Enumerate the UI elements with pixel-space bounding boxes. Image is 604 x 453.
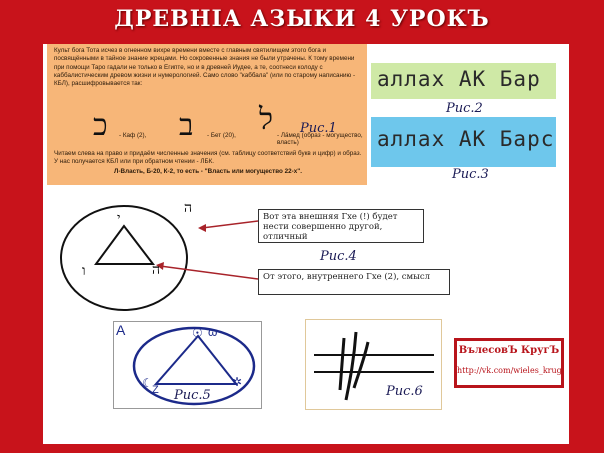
arrow-outer	[202, 221, 258, 228]
fig4-triangle	[96, 226, 153, 264]
fig4-circle	[61, 206, 187, 310]
caption-fig1: Рис.1	[300, 121, 337, 136]
intro-paragraph: Культ бога Тота исчез в огненном вихре времени вместе с главным святилищем этого бога и посвящёнными в тайное знание жрецами. Но сокровенные знания не были утрачены. К тому времени при помощи Таро гадали не только в Египте, но и в древней Иудее, а те, соотнеси колоду с каббалистическим древом жизни и нумерологией. Само слово "каббала" (или по старому написанию - КБЛ), расшифровывается так:	[54, 47, 356, 88]
arrow-outer-head	[198, 224, 206, 232]
fig5-letter-a: A	[116, 322, 126, 338]
fig4-letter-he-inner: ה	[152, 262, 161, 278]
formula-line: Л-Власть, Б-20, К-2, то есть - "Власть или могущество 22-х".	[114, 168, 302, 175]
hebrew-letter-lamed: ל	[259, 102, 274, 137]
fig4-letter-he-outer: ה	[184, 200, 193, 216]
fig4-letter-yod: י	[117, 211, 121, 226]
logo-name: ВълесовЪ КругЪ	[458, 345, 560, 356]
arrow-inner	[160, 266, 258, 279]
page-title: ДРЕВНIА АЗЫКИ 4 УРОКЪ	[114, 6, 490, 32]
letter-note-lamed: - Ла́мед (образ - могущество, власть)	[277, 132, 363, 146]
caption-fig6: Рис.6	[386, 384, 423, 399]
outro-paragraph: Читаем слева на право и придаём численные значения (см. таблицу соответствий букв и цифр) и образ. У нас получается КБЛ или при обратном чтении - ЛБК.	[54, 150, 362, 166]
fig5-z-symbol: Z	[152, 384, 159, 396]
hebrew-letter-bet: ב	[179, 108, 194, 143]
fig5-triangle	[156, 336, 236, 384]
caption-fig5: Рис.5	[174, 388, 211, 403]
fig5-panel	[113, 321, 262, 409]
note-outer-he: Вот эта внешняя Гхе (!) будет нести совершенно другой, отличный	[258, 209, 424, 243]
letter-note-bet: - Бет (20),	[207, 132, 236, 139]
caption-fig4: Рис.4	[320, 249, 357, 264]
fig5-star-icon: ✲	[232, 375, 243, 389]
fig3-text: аллах АК Барс	[377, 127, 555, 151]
fig4-letter-vav: ו	[82, 263, 86, 279]
fig2-text: аллах АК Бар	[377, 67, 541, 91]
caption-fig3: Рис.3	[452, 167, 489, 182]
letter-note-kaf: - Каф (2),	[119, 132, 147, 139]
logo-url[interactable]: http://vk.com/wieles_krug	[457, 366, 562, 375]
fig6-panel	[305, 319, 442, 410]
fig5-omega-icon: ω	[208, 325, 218, 339]
velesov-krug-logo[interactable]	[454, 338, 564, 388]
fig5-sun-icon: ☉	[192, 326, 203, 340]
fig5-moon-icon: ☾	[142, 376, 153, 390]
fig6-strokes	[340, 332, 368, 400]
note-inner-he: От этого, внутреннего Гхе (2), смысл	[258, 269, 450, 295]
caption-fig2: Рис.2	[446, 101, 483, 116]
hebrew-letter-kaf: כ	[93, 108, 108, 143]
